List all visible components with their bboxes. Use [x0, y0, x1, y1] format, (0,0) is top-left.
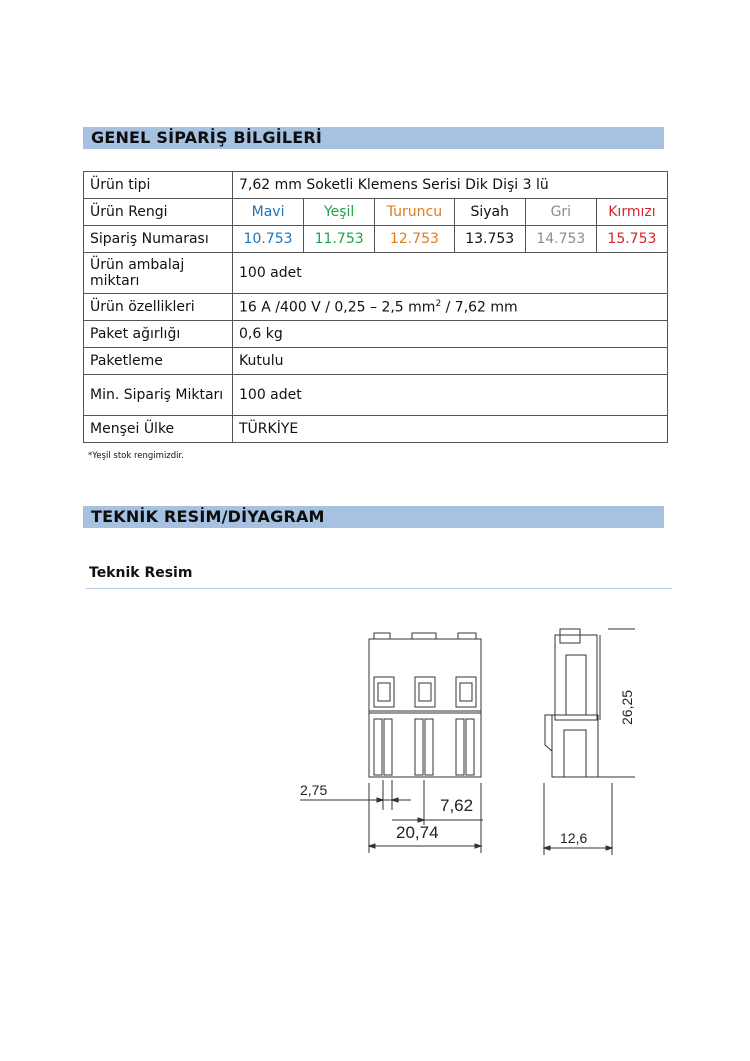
order-info-table: [83, 171, 668, 443]
label-features: Ürün özellikleri: [84, 294, 233, 321]
section-general: [83, 127, 664, 149]
order-code-green: 11.753: [304, 226, 375, 253]
label-order-number: Sipariş Numarası: [84, 226, 233, 253]
color-name-orange: Turuncu: [375, 199, 454, 226]
row-product-color: [84, 199, 668, 226]
value-package-type: Kutulu: [233, 348, 668, 375]
dim-height: 26,25: [619, 689, 635, 725]
row-origin: [84, 416, 668, 443]
value-weight: 0,6 kg: [233, 321, 668, 348]
features-text-end: / 7,62 mm: [441, 299, 518, 316]
value-packaging: 100 adet: [233, 253, 668, 294]
color-name-blue: Mavi: [233, 199, 304, 226]
technical-drawing: [290, 615, 635, 860]
label-product-color: Ürün Rengi: [84, 199, 233, 226]
label-package-type: Paketleme: [84, 348, 233, 375]
section-general-title: GENEL SİPARİŞ BİLGİLERİ: [91, 128, 323, 147]
label-origin: Menşei Ülke: [84, 416, 233, 443]
value-origin: TÜRKİYE: [233, 416, 668, 443]
row-min-order: [84, 375, 668, 416]
dim-pitch-offset: 2,75: [300, 782, 328, 798]
section-technical-title: TEKNİK RESİM/DİYAGRAM: [91, 507, 325, 526]
order-code-orange: 12.753: [375, 226, 454, 253]
features-text: 16 A /400 V / 0,25 – 2,5 mm: [239, 299, 436, 316]
order-code-gray: 14.753: [525, 226, 596, 253]
order-code-red: 15.753: [596, 226, 667, 253]
color-name-green: Yeşil: [304, 199, 375, 226]
label-packaging: Ürün ambalaj miktarı: [84, 253, 233, 294]
label-weight: Paket ağırlığı: [84, 321, 233, 348]
row-package-type: [84, 348, 668, 375]
subheading-divider: [86, 588, 672, 589]
row-features: [84, 294, 668, 321]
value-min-order: 100 adet: [233, 375, 668, 416]
section-technical: [83, 506, 664, 528]
value-product-type: 7,62 mm Soketli Klemens Serisi Dik Dişi 3 lü: [233, 172, 668, 199]
label-product-type: Ürün tipi: [84, 172, 233, 199]
row-weight: [84, 321, 668, 348]
front-view: [300, 633, 483, 853]
dim-pitch: 7,62: [440, 796, 474, 815]
color-name-red: Kırmızı: [596, 199, 667, 226]
dim-depth: 12,6: [560, 830, 588, 846]
value-features: [233, 294, 668, 321]
row-order-number: [84, 226, 668, 253]
label-min-order: Min. Sipariş Miktarı: [84, 375, 233, 416]
order-code-black: 13.753: [454, 226, 525, 253]
features-superscript: 2: [435, 298, 442, 309]
color-name-gray: Gri: [525, 199, 596, 226]
row-packaging: [84, 253, 668, 294]
order-code-blue: 10.753: [233, 226, 304, 253]
dim-width: 20,74: [396, 823, 439, 842]
color-name-black: Siyah: [454, 199, 525, 226]
stock-note: *Yeşil stok rengimizdir.: [88, 451, 184, 461]
subheading-technical-drawing: Teknik Resim: [89, 565, 193, 581]
side-view: [544, 629, 635, 855]
row-product-type: [84, 172, 668, 199]
